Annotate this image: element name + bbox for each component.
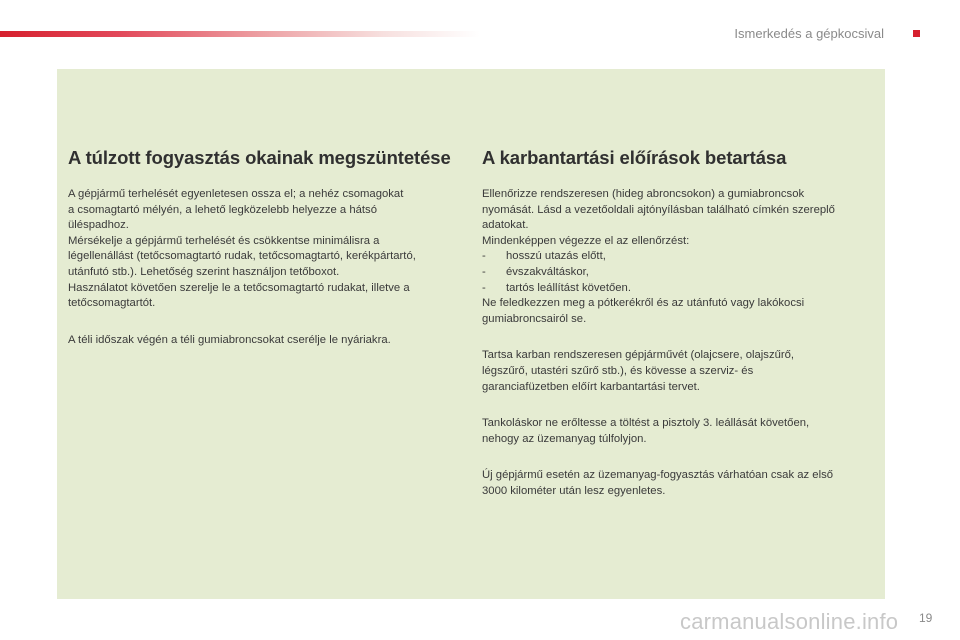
text-line: Mindenképpen végezze el az ellenőrzést: <box>482 234 690 247</box>
text-line: tetőcsomagtartót. <box>68 297 156 310</box>
page-number: 19 <box>919 611 933 625</box>
right-paragraph-new-vehicle <box>482 468 877 499</box>
left-paragraph-load <box>68 187 463 312</box>
text-line: A téli időszak végén a téli gumiabroncsokat cserélje le nyáriakra. <box>68 333 391 346</box>
right-heading: A karbantartási előírások betartása <box>482 147 787 168</box>
list-item <box>482 265 877 281</box>
right-paragraph-tyre-check <box>482 187 877 327</box>
text-line: 3000 kilométer után lesz egyenletes. <box>482 484 666 497</box>
text-line: Mérsékelje a gépjármű terhelését és csökkentse minimálisra a <box>68 234 380 247</box>
list-item-text: hosszú utazás előtt, <box>506 250 606 263</box>
text-line: Ellenőrizze rendszeresen (hideg abroncsokon) a gumiabroncsok <box>482 188 805 200</box>
list-item <box>482 249 877 265</box>
text-line: Használatot követően szerelje le a tetőcsomagtartó rudakat, illetve a <box>68 281 410 294</box>
text-line: légszűrő, utastéri szűrő stb.), és kövesse a szerviz- és <box>482 364 754 377</box>
right-column <box>482 147 877 517</box>
right-paragraph-maintenance <box>482 348 877 395</box>
text-line: A gépjármű terhelését egyenletesen ossza el; a nehéz csomagokat <box>68 188 404 200</box>
section-marker <box>913 30 920 37</box>
dash-bullet: - <box>482 250 486 263</box>
list-item-text: tartós leállítást követően. <box>506 281 631 294</box>
text-line: Tartsa karban rendszeresen gépjárművét (olajcsere, olajszűrő, <box>482 349 795 362</box>
text-line: adatokat. <box>482 219 529 232</box>
text-line: Tankoláskor ne erőltesse a töltést a pisztoly 3. leállását követően, <box>482 417 810 430</box>
text-line: utánfutó stb.). Lehetőség szerint használjon tetőboxot. <box>68 265 340 278</box>
watermark: carmanualsonline.info <box>680 609 899 634</box>
right-paragraph-refuel <box>482 416 877 447</box>
dash-bullet: - <box>482 265 486 278</box>
text-line: garanciafüzetben előírt karbantartási tervet. <box>482 380 700 393</box>
text-line: a csomagtartó mélyén, a lehető legközelebb helyezze a hátsó <box>68 203 377 216</box>
section-title: Ismerkedés a gépkocsival <box>734 26 884 41</box>
dash-bullet: - <box>482 281 486 294</box>
header-accent-bar <box>0 31 480 37</box>
text-line: üléspadhoz. <box>68 219 129 232</box>
list-item-text: évszakváltáskor, <box>506 265 589 278</box>
text-line: légellenállást (tetőcsomagtartó rudak, tetőcsomagtartó, kerékpártartó, <box>68 250 416 263</box>
left-paragraph-tyres <box>68 333 463 349</box>
text-line: nehogy az üzemanyag túlfolyjon. <box>482 432 647 445</box>
left-heading: A túlzott fogyasztás okainak megszüntetése <box>68 147 451 168</box>
text-line: gumiabroncsairól se. <box>482 312 587 325</box>
list-item <box>482 281 877 297</box>
text-line: nyomását. Lásd a vezetőoldali ajtónyílásban található címkén szereplő <box>482 203 835 216</box>
text-line: Új gépjármű esetén az üzemanyag-fogyasztás várhatóan csak az első <box>482 469 834 482</box>
left-column <box>68 147 463 365</box>
text-line: Ne feledkezzen meg a pótkerékről és az utánfutó vagy lakókocsi <box>482 297 805 310</box>
